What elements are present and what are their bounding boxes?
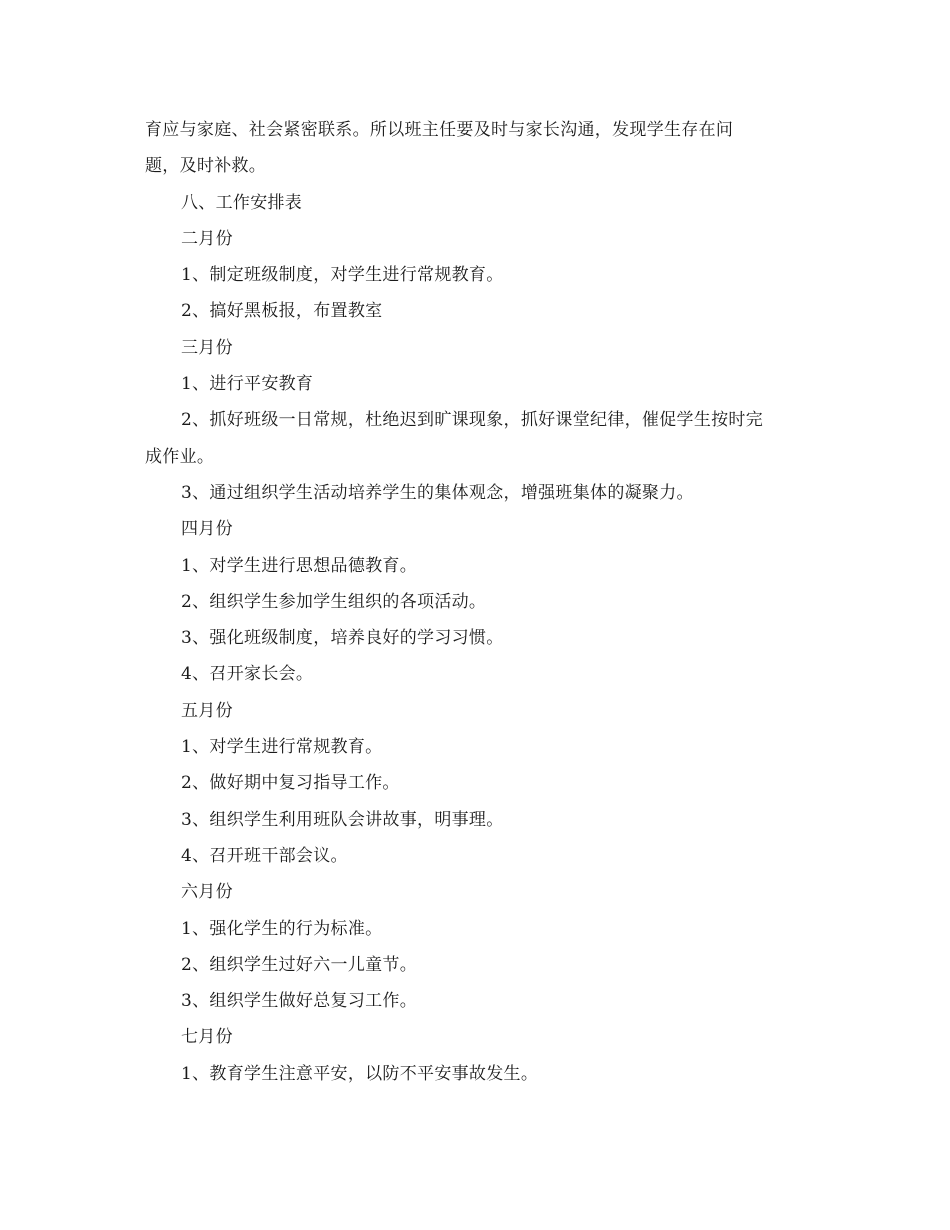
list-item: 1、对学生进行常规教育。: [181, 737, 383, 758]
month-heading: 五月份: [181, 700, 233, 721]
list-item: 2、抓好班级一日常规，杜绝迟到旷课现象，抓好课堂纪律，催促学生按时完: [181, 410, 764, 431]
paragraph-line: 育应与家庭、社会紧密联系。所以班主任要及时与家长沟通，发现学生存在问: [145, 120, 734, 140]
month-heading: 三月份: [181, 337, 233, 358]
list-item: 4、召开班干部会议。: [181, 845, 348, 866]
list-item: 1、制定班级制度，对学生进行常规教育。: [181, 265, 504, 286]
list-item: 2、搞好黑板报，布置教室: [181, 301, 383, 322]
list-item: 3、组织学生做好总复习工作。: [181, 991, 418, 1012]
list-item: 2、做好期中复习指导工作。: [181, 773, 400, 794]
month-heading: 四月份: [181, 519, 233, 540]
document-body: [145, 112, 815, 1092]
list-item: 1、强化学生的行为标准。: [181, 918, 383, 939]
paragraph-line: 题，及时补救。: [145, 156, 267, 177]
month-heading: 二月份: [181, 228, 233, 249]
list-item-continuation: 成作业。: [145, 446, 215, 467]
list-item: 3、强化班级制度，培养良好的学习习惯。: [181, 628, 504, 649]
list-item: 4、召开家长会。: [181, 664, 314, 685]
list-item: 3、通过组织学生活动培养学生的集体观念，增强班集体的凝聚力。: [181, 482, 694, 503]
list-item: 2、组织学生过好六一儿童节。: [181, 954, 418, 975]
month-heading: 六月份: [181, 882, 233, 903]
month-heading: 七月份: [181, 1027, 233, 1048]
list-item: 1、教育学生注意平安，以防不平安事故发生。: [181, 1063, 539, 1084]
list-item: 3、组织学生利用班队会讲故事，明事理。: [181, 809, 504, 830]
list-item: 1、对学生进行思想品德教育。: [181, 555, 418, 576]
list-item: 2、组织学生参加学生组织的各项活动。: [181, 591, 487, 612]
list-item: 1、进行平安教育: [181, 374, 314, 395]
section-heading: 八、工作安排表: [181, 192, 303, 213]
